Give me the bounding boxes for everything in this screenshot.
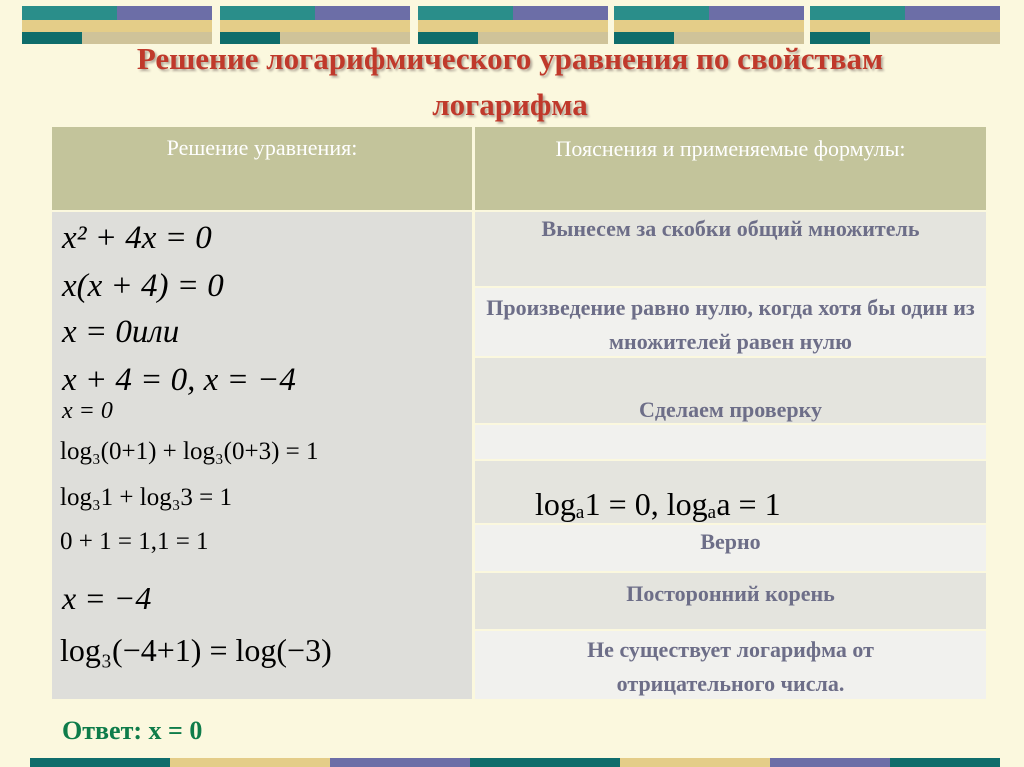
bottom-decoration	[0, 758, 1024, 767]
step-8: 0 + 1 = 1,1 = 1	[60, 528, 209, 555]
note-empty-row	[475, 425, 986, 459]
note-text: Произведение равно нулю, когда хотя бы один из множителей равен нулю	[486, 295, 975, 354]
solution-column	[52, 212, 472, 699]
note-extraneous-root	[475, 573, 986, 629]
solution-table	[52, 127, 986, 699]
note-text: Вынесем за скобки общий множитель	[541, 216, 920, 241]
answer: Ответ: х = 0	[62, 716, 203, 745]
step-10: log₃(−4+1) = log(−3)	[60, 632, 332, 668]
step-2: x(x + 4) = 0	[62, 268, 224, 304]
step-4: x + 4 = 0, x = −4	[62, 362, 296, 398]
note-log-properties	[475, 461, 986, 523]
note-text: Сделаем проверку	[639, 397, 822, 422]
step-6: log₃(0+1) + log₃(0+3) = 1	[60, 438, 319, 465]
log-properties-formula: logₐ1 = 0, logₐa = 1	[535, 486, 781, 522]
step-9: x = −4	[62, 580, 152, 616]
step-7: log₃1 + log₃3 = 1	[60, 484, 233, 511]
step-1: x² + 4x = 0	[62, 220, 212, 256]
header-explanations: Пояснения и применяемые формулы:	[475, 127, 986, 210]
note-correct	[475, 525, 986, 571]
note-text: Посторонний корень	[626, 581, 835, 606]
note-check	[475, 393, 986, 427]
note-no-log-negative	[475, 631, 986, 699]
slide-title: Решение логарифмического уравнения по свойствам логарифма	[136, 41, 884, 122]
note-text: Верно	[700, 529, 761, 554]
note-zero-product	[475, 288, 986, 356]
step-5: x = 0	[62, 398, 113, 424]
note-common-factor	[475, 212, 986, 286]
note-text: Не существует логарифма от отрицательного числа.	[587, 637, 874, 696]
step-3: x = 0или	[62, 314, 180, 350]
header-solution: Решение уравнения:	[52, 127, 472, 210]
